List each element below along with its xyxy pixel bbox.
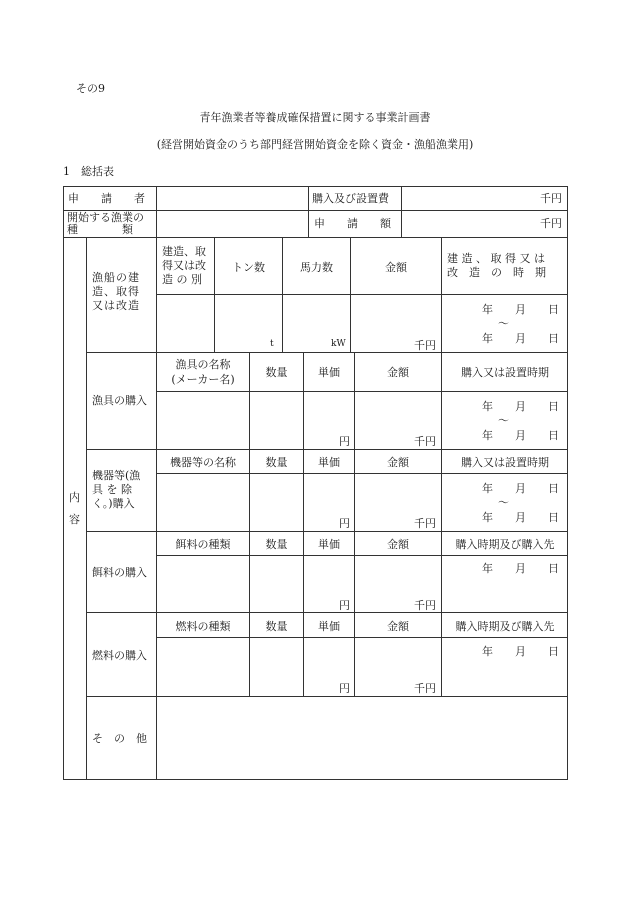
- equipment-amount-unit: 千円: [414, 517, 436, 530]
- document-title: 青年漁業者等養成確保措置に関する事業計画書: [199, 111, 431, 124]
- col-divider: [282, 237, 283, 352]
- application-amount-unit: 千円: [540, 217, 562, 230]
- feed-col-price: 単価: [318, 538, 340, 551]
- vessel-col-amount: 金額: [385, 261, 407, 274]
- col-divider: [249, 352, 250, 696]
- content-label-bottom: 容: [69, 513, 80, 526]
- gear-period-start: 年 月 日: [482, 400, 559, 413]
- row-divider: [86, 352, 568, 353]
- gear-amount-unit: 千円: [414, 435, 436, 448]
- feed-price-unit: 円: [339, 599, 350, 612]
- fuel-col-name: 燃料の種類: [175, 620, 231, 633]
- equipment-col-price: 単価: [318, 456, 340, 469]
- content-label-top: 内: [69, 491, 80, 504]
- equipment-col-timing: 購入又は設置時期: [461, 456, 549, 469]
- equipment-col-qty: 数量: [265, 456, 288, 469]
- fuel-col-price: 単価: [318, 620, 340, 633]
- horsepower-unit: kW: [331, 339, 346, 349]
- equipment-col-name: 機器等の名称: [170, 456, 236, 469]
- feed-col-amount: 金額: [387, 538, 409, 551]
- col-divider: [354, 352, 355, 696]
- fuel-col-timing: 購入時期及び購入先: [455, 620, 555, 633]
- other-field[interactable]: [157, 697, 567, 779]
- feed-col-name: 餌料の種類: [175, 538, 231, 551]
- vessel-period-tilde: ～: [498, 317, 509, 330]
- fishery-type-label-2: 種 類: [67, 223, 133, 236]
- gear-period-tilde: ～: [498, 414, 509, 427]
- application-amount-label: 申 請 額: [314, 217, 391, 230]
- fuel-col-amount: 金額: [387, 620, 409, 633]
- vessel-col-timing: 建 造 、 取 得 又 は 改 造 の 時 期: [447, 252, 546, 279]
- row-divider: [156, 555, 568, 556]
- document-subtitle: (経営開始資金のうち部門経営開始資金を除く資金・漁船漁業用): [156, 138, 474, 151]
- section-heading: 1 総括表: [63, 165, 114, 178]
- fuel-price-unit: 円: [339, 682, 350, 695]
- fuel-col-qty: 数量: [265, 620, 288, 633]
- applicant-label: 申 請 者: [68, 192, 145, 205]
- vessel-type-field[interactable]: [157, 295, 213, 351]
- form-number: その9: [76, 82, 105, 95]
- vessel-period-end: 年 月 日: [482, 332, 559, 345]
- fishery-type-field[interactable]: [157, 211, 307, 236]
- fishery-type-label: 開始する漁業の: [67, 211, 144, 224]
- equipment-price-unit: 円: [339, 517, 350, 530]
- gear-col-amount: 金額: [387, 366, 409, 379]
- col-divider: [86, 237, 87, 780]
- gear-col-qty: 数量: [265, 366, 288, 379]
- col-divider: [214, 237, 215, 352]
- vessel-label: 漁船の建 造、取得 又は改造: [92, 271, 140, 312]
- row-divider: [86, 531, 568, 532]
- gear-col-timing: 購入又は設置時期: [461, 366, 549, 379]
- tonnage-unit: t: [270, 339, 274, 349]
- equipment-col-amount: 金額: [387, 456, 409, 469]
- fuel-date: 年 月 日: [482, 645, 559, 658]
- gear-period-end: 年 月 日: [482, 429, 559, 442]
- row-divider: [156, 294, 568, 295]
- gear-label: 漁具の購入: [92, 394, 147, 407]
- row-divider: [86, 449, 568, 450]
- equipment-period-start: 年 月 日: [482, 482, 559, 495]
- fuel-amount-unit: 千円: [414, 682, 436, 695]
- gear-price-unit: 円: [339, 435, 350, 448]
- gear-col-name: 漁具の名称: [175, 358, 231, 371]
- feed-col-timing: 購入時期及び購入先: [455, 538, 555, 551]
- col-divider: [350, 237, 351, 352]
- feed-label: 餌料の購入: [92, 566, 147, 579]
- col-divider: [303, 352, 304, 696]
- purchase-cost-unit: 千円: [540, 192, 562, 205]
- vessel-period-start: 年 月 日: [482, 303, 559, 316]
- fuel-label: 燃料の購入: [92, 649, 147, 662]
- feed-amount-unit: 千円: [414, 599, 436, 612]
- feed-date: 年 月 日: [482, 562, 559, 575]
- col-divider: [308, 186, 309, 237]
- equipment-label: 機器等(漁 具 を 除 く。)購入: [92, 469, 141, 510]
- vessel-col-horsepower: 馬力数: [300, 261, 333, 274]
- purchase-cost-label: 購入及び設置費: [312, 192, 389, 205]
- applicant-field[interactable]: [157, 187, 307, 209]
- gear-col-maker: (メーカー名): [171, 373, 235, 386]
- col-divider: [441, 237, 442, 352]
- row-divider: [63, 237, 568, 238]
- vessel-amount-unit: 千円: [414, 339, 436, 352]
- other-label: そ の 他: [92, 732, 147, 745]
- equipment-period-end: 年 月 日: [482, 511, 559, 524]
- row-divider: [156, 391, 568, 392]
- feed-col-qty: 数量: [265, 538, 288, 551]
- col-divider: [441, 352, 442, 696]
- row-divider: [86, 612, 568, 613]
- equipment-period-tilde: ～: [498, 496, 509, 509]
- row-divider: [156, 637, 568, 638]
- vessel-col-type: 建造、取 得又は改 造 の 別: [162, 245, 206, 286]
- row-divider: [156, 473, 568, 474]
- vessel-col-tonnage: トン数: [232, 261, 265, 274]
- gear-col-price: 単価: [318, 366, 340, 379]
